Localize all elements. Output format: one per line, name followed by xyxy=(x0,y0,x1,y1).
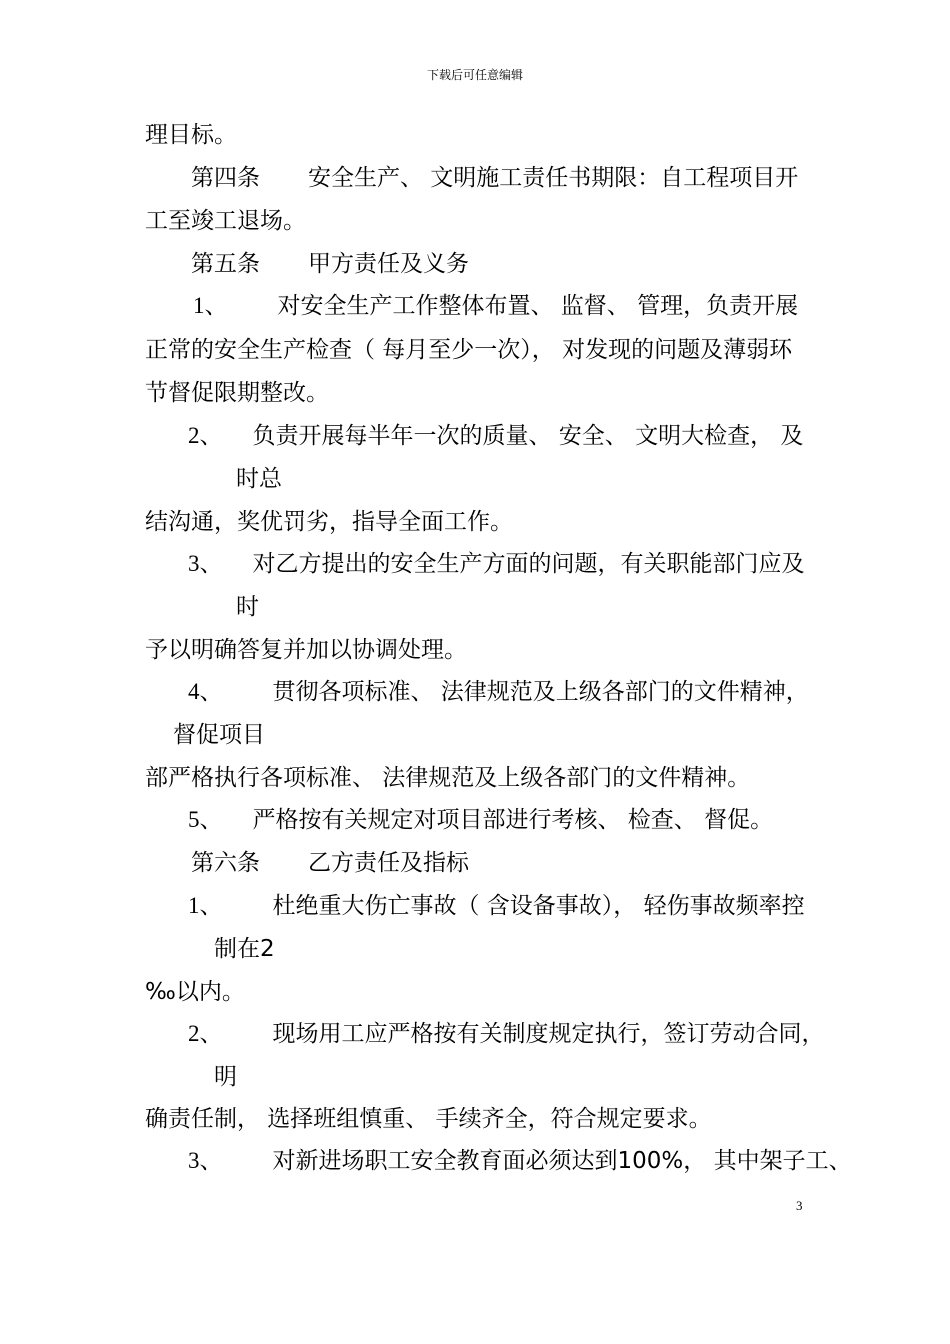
item-text: 杜绝重大伤亡事故（ 含设备事故）， 轻伤事故频率控 xyxy=(272,893,805,919)
text-line: 明 xyxy=(214,1064,237,1090)
text-line: 理目标。 xyxy=(145,122,237,148)
page-number: 3 xyxy=(796,1198,803,1213)
item-line xyxy=(188,891,805,921)
item-number: 1、 xyxy=(188,893,223,918)
text-line: 确责任制， 选择班组慎重、 手续齐全，符合规定要求。 xyxy=(145,1106,712,1132)
text-line: 部严格执行各项标准、 法律规范及上级各部门的文件精神。 xyxy=(145,765,751,791)
item-number: 1、 xyxy=(193,293,228,318)
article-4-line xyxy=(191,163,798,193)
article-5-body: 甲方责任及义务 xyxy=(308,251,469,277)
article-5-line xyxy=(191,249,469,279)
text-line: 督促项目 xyxy=(173,722,265,748)
page-header: 下载后可任意编辑 xyxy=(426,68,523,82)
text-line: 时总 xyxy=(236,466,282,492)
item-line xyxy=(188,421,803,451)
item-line xyxy=(188,1146,852,1176)
text-line: ‰以内。 xyxy=(145,979,245,1005)
article-6-body: 乙方责任及指标 xyxy=(308,850,469,876)
item-line xyxy=(193,291,798,321)
text-line: 结沟通，奖优罚劣，指导全面工作。 xyxy=(145,509,513,535)
item-number: 3、 xyxy=(188,1148,223,1173)
text-line: 节督促限期整改。 xyxy=(145,380,329,406)
item-text: 对新进场职工安全教育面必须达到100%， 其中架子工、 xyxy=(272,1148,852,1174)
article-6-line xyxy=(191,848,469,878)
item-number: 5、 xyxy=(188,807,223,832)
item-line xyxy=(188,805,773,835)
item-text: 负责开展每半年一次的质量、 安全、 文明大检查， 及 xyxy=(252,423,804,449)
text-line: 正常的安全生产检查（ 每月至少一次）， 对发现的问题及薄弱环 xyxy=(145,337,793,363)
item-text: 对乙方提出的安全生产方面的问题，有关职能部门应及 xyxy=(252,551,805,577)
item-line xyxy=(188,1019,825,1049)
item-number: 2、 xyxy=(188,1021,223,1046)
item-text: 现场用工应严格按有关制度规定执行，签订劳动合同， xyxy=(272,1021,825,1047)
item-text: 贯彻各项标准、 法律规范及上级各部门的文件精神， xyxy=(272,679,809,705)
article-4-title: 第四条 xyxy=(191,165,260,191)
item-text: 严格按有关规定对项目部进行考核、 检查、 督促。 xyxy=(252,807,774,833)
text-line: 时 xyxy=(236,594,259,620)
item-number: 2、 xyxy=(188,423,223,448)
text-line: 制在2 xyxy=(214,936,275,962)
article-5-title: 第五条 xyxy=(191,251,260,277)
item-line xyxy=(188,677,809,707)
item-line xyxy=(188,549,805,579)
item-text: 对安全生产工作整体布置、 监督、 管理，负责开展 xyxy=(277,293,799,319)
article-4-body: 安全生产、 文明施工责任书期限：自工程项目开 xyxy=(308,165,799,191)
item-number: 3、 xyxy=(188,551,223,576)
text-line: 工至竣工退场。 xyxy=(145,208,306,234)
item-number: 4、 xyxy=(188,679,223,704)
article-6-title: 第六条 xyxy=(191,850,260,876)
text-line: 予以明确答复并加以协调处理。 xyxy=(145,637,467,663)
